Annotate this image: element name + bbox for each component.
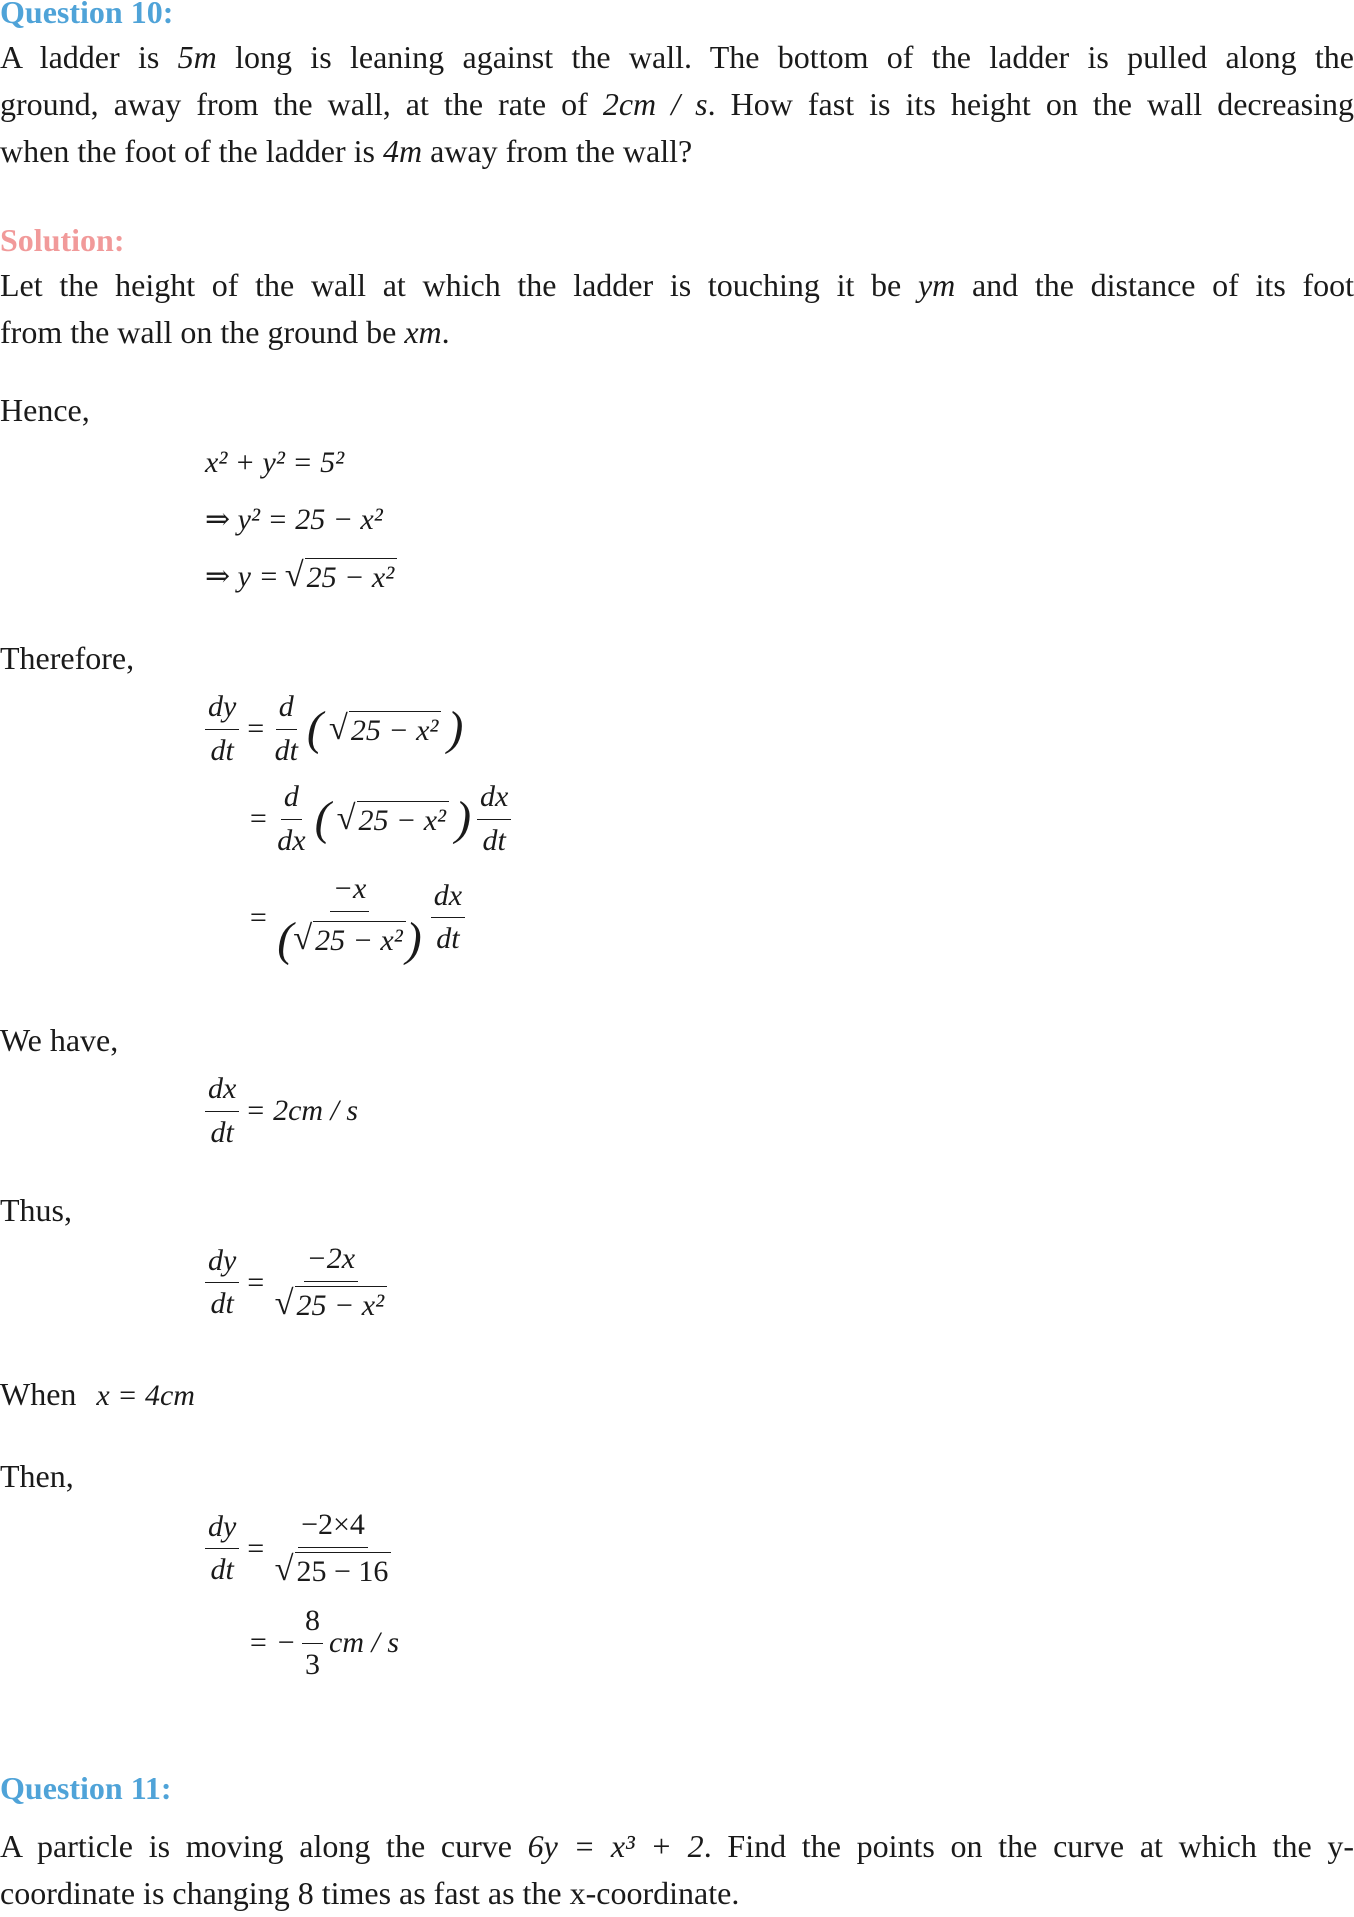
q11-line-2: coordinate is changing 8 times as fast as the x-coordinate. [0, 1875, 740, 1911]
solution-line-1: Let the height of the wall at which the ladder is touching it be ym and the distance of its foot [0, 267, 1354, 303]
final-substitution: $\frac{dy}{dt}$ = −2×4 √ 25 − 16 [205, 1508, 394, 1589]
q10-line-3: when the foot of the ladder is 4m away from the wall? [0, 133, 693, 169]
q11-line-1: A particle is moving along the curve 6y = x³ + 2. Find the points on the curve at which the y- [0, 1828, 1354, 1864]
question-10-text [0, 34, 1354, 175]
derivative-step-2: = $\frac{d}{dx}$ ( √ 25 − x² ) $\frac{dx}{dt}$ [248, 780, 511, 858]
therefore-label: Therefore, [0, 640, 135, 676]
final-result: = − $\frac{8}{3}$ cm / s [248, 1604, 399, 1681]
we-have-label: We have, [0, 1022, 119, 1058]
dy-dt-expression: $\frac{dy}{dt}$ = −2x √ 25 − x² [205, 1242, 390, 1323]
question-11-text [0, 1823, 1354, 1917]
rate-equation: $\frac{dx}{dt}$ = 2cm / s [205, 1072, 358, 1150]
derivative-step-3: = −x ( √ 25 − x² ) $\frac{dx}{dt}$ [248, 872, 465, 964]
derivative-step-1: $\frac{dy}{dt}$ = $\frac{d}{dt}$ ( √ 25 − x² ) [205, 690, 463, 768]
equation-y: ⇒ y = √ 25 − x² [205, 558, 397, 595]
then-label: Then, [0, 1458, 74, 1494]
thus-label: Thus, [0, 1192, 72, 1228]
solution-heading: Solution: [0, 222, 125, 258]
solution-line-2: from the wall on the ground be xm. [0, 314, 450, 350]
equation-y-squared: ⇒ y² = 25 − x² [205, 503, 383, 536]
q10-line-1: A ladder is 5m long is leaning against the wall. The bottom of the ladder is pulled along the [0, 39, 1354, 75]
q10-line-2: ground, away from the wall, at the rate of 2cm / s. How fast is its height on the wall decreasing [0, 86, 1354, 122]
question-10-heading: Question 10: [0, 0, 174, 30]
when-line: When x = 4cm [0, 1376, 195, 1412]
hence-label: Hence, [0, 392, 90, 428]
question-11-heading: Question 11: [0, 1770, 172, 1806]
solution-intro [0, 262, 1354, 356]
equation-pythagoras: x² + y² = 5² [205, 446, 345, 479]
